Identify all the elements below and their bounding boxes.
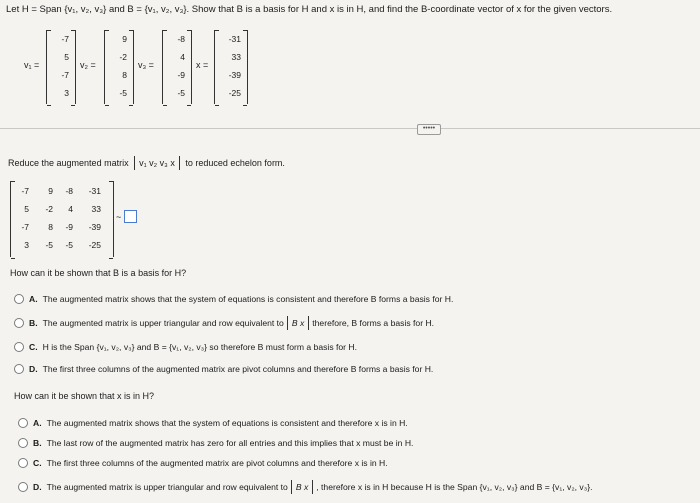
augmented-matrix-inline xyxy=(134,156,180,170)
vector-v3 xyxy=(162,30,192,104)
matrix-cell: -7 xyxy=(21,222,29,232)
vector-entry: 8 xyxy=(122,70,127,80)
vector-entry: -5 xyxy=(177,88,185,98)
vector-entry: 4 xyxy=(180,52,185,62)
q1-option-c[interactable] xyxy=(14,342,357,352)
radio-button[interactable] xyxy=(18,438,28,448)
radio-button[interactable] xyxy=(14,364,24,374)
matrix-cell: 8 xyxy=(48,222,53,232)
q1-option-d[interactable] xyxy=(14,364,433,374)
vector-entry: -2 xyxy=(119,52,127,62)
radio-button[interactable] xyxy=(18,458,28,468)
option-text: The augmented matrix shows that the system of equations is consistent and therefore B forms a basis for H. xyxy=(42,294,454,304)
vector-entry: -8 xyxy=(177,34,185,44)
vector-entry: -9 xyxy=(177,70,185,80)
span-set: {v₁, v₂, v₃} xyxy=(64,4,107,15)
q1-prompt: How can it be shown that B is a basis for H? xyxy=(10,268,187,278)
matrix-cell: 3 xyxy=(24,240,29,250)
radio-button[interactable] xyxy=(14,294,24,304)
option-text: The augmented matrix is upper triangular and row equivalent to xyxy=(46,482,288,492)
vector-entry: -5 xyxy=(119,88,127,98)
vector-v1 xyxy=(46,30,76,104)
reduced-matrix-answer-box[interactable] xyxy=(124,210,137,223)
q1-option-a[interactable] xyxy=(14,294,453,304)
radio-button[interactable] xyxy=(14,318,24,328)
section-divider xyxy=(0,128,700,129)
matrix-cell: -5 xyxy=(65,240,73,250)
matrix-cell: 5 xyxy=(24,204,29,214)
vector-entry: -7 xyxy=(61,34,69,44)
vector-entry: 5 xyxy=(64,52,69,62)
and-b-text: and B = xyxy=(108,4,142,15)
matrix-cell: -5 xyxy=(45,240,53,250)
option-text: , therefore x is in H because H is the Span {v₁, v₂, v₃} and B = {v₁, v₂, v₃}. xyxy=(316,482,593,492)
reduce-text-after: to reduced echelon form. xyxy=(185,158,285,168)
option-letter: B. xyxy=(29,318,38,328)
question-instruction: . Show that B is a basis for H and x is in H, and find the B-coordinate vector of x for the given vectors. xyxy=(186,4,613,15)
q2-option-d[interactable] xyxy=(18,480,593,494)
matrix-cell: -7 xyxy=(21,186,29,196)
option-letter: A. xyxy=(29,294,38,304)
q2-prompt: How can it be shown that x is in H? xyxy=(14,391,155,401)
matrix-cell: -9 xyxy=(65,222,73,232)
vector-label-v1: v₁ = xyxy=(24,60,40,70)
radio-button[interactable] xyxy=(18,482,28,492)
option-text: The augmented matrix shows that the system of equations is consistent and therefore x is in H. xyxy=(46,418,408,428)
aug-label: v₁ xyxy=(139,158,147,168)
matrix-cell: 9 xyxy=(48,186,53,196)
vector-x xyxy=(214,30,248,104)
option-letter: C. xyxy=(29,342,38,352)
q2-option-b[interactable] xyxy=(18,438,413,448)
q1-option-b[interactable] xyxy=(14,316,434,330)
vector-entry: 9 xyxy=(122,34,127,44)
option-text: therefore, B forms a basis for H. xyxy=(312,318,435,328)
vector-entry: -25 xyxy=(228,88,241,98)
vector-label-v3: v₃ = xyxy=(138,60,154,70)
augmented-matrix-inline: B x xyxy=(291,480,313,494)
matrix-cell: -25 xyxy=(88,240,101,250)
matrix-cell: 33 xyxy=(91,204,101,214)
matrix-cell: -2 xyxy=(45,204,53,214)
option-text: H is the Span {v₁, v₂, v₃} and B = {v₁, v₂, v₃} so therefore B must form a basis for H. xyxy=(42,342,358,352)
basis-set: {v₁, v₂, v₃} xyxy=(144,4,187,15)
option-letter: D. xyxy=(33,482,42,492)
aug-label: v₂ xyxy=(149,158,158,168)
vector-label-v2: v₂ = xyxy=(80,60,96,70)
augmented-matrix xyxy=(10,181,114,257)
option-letter: B. xyxy=(33,438,42,448)
expand-more-button[interactable]: ••••• xyxy=(417,124,441,135)
augmented-matrix-inline: B x xyxy=(287,316,309,330)
radio-button[interactable] xyxy=(18,418,28,428)
option-text: The last row of the augmented matrix has zero for all entries and this implies that x must be in H. xyxy=(46,438,414,448)
reduce-instruction xyxy=(8,156,285,170)
vector-entry: -7 xyxy=(61,70,69,80)
option-text: The first three columns of the augmented matrix are pivot columns and therefore B forms a basis for H. xyxy=(42,364,434,374)
matrix-cell: -39 xyxy=(88,222,101,232)
vector-entry: -31 xyxy=(228,34,241,44)
matrix-cell: -31 xyxy=(88,186,101,196)
q2-option-c[interactable] xyxy=(18,458,388,468)
option-letter: C. xyxy=(33,458,42,468)
vector-entry: 33 xyxy=(231,52,241,62)
matrix-cell: -8 xyxy=(65,186,73,196)
aug-label: x xyxy=(170,158,175,168)
option-letter: A. xyxy=(33,418,42,428)
aug-label: v₃ xyxy=(159,158,168,168)
radio-button[interactable] xyxy=(14,342,24,352)
vector-entry: 3 xyxy=(64,88,69,98)
option-text: The augmented matrix is upper triangular and row equivalent to xyxy=(42,318,284,328)
vector-entry: -39 xyxy=(228,70,241,80)
question-prefix: Let H = Span xyxy=(6,4,62,15)
question-statement xyxy=(6,4,612,15)
reduce-text-before: Reduce the augmented matrix xyxy=(8,158,129,168)
option-text: The first three columns of the augmented matrix are pivot columns and therefore x is in H. xyxy=(46,458,388,468)
q2-option-a[interactable] xyxy=(18,418,408,428)
row-equivalent-symbol: ~ xyxy=(116,212,122,222)
vector-v2 xyxy=(104,30,134,104)
matrix-cell: 4 xyxy=(68,204,73,214)
option-letter: D. xyxy=(29,364,38,374)
vector-label-x: x = xyxy=(196,60,209,70)
